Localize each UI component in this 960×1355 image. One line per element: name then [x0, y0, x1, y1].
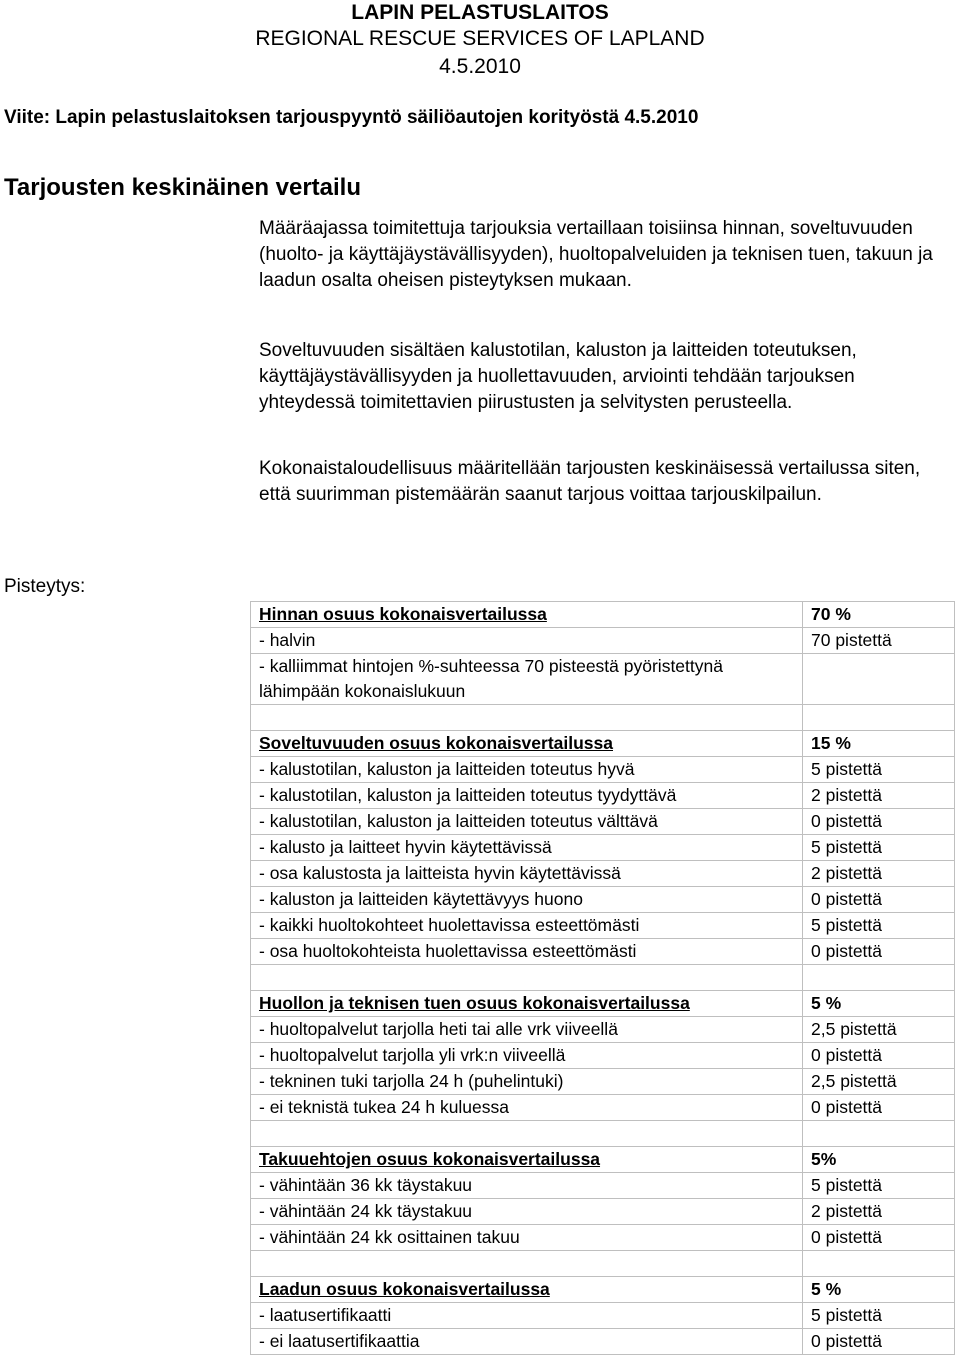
criterion-row	[251, 654, 955, 705]
spacer-cell	[803, 965, 955, 991]
section-heading: Laadun osuus kokonaisvertailussa	[251, 1277, 803, 1303]
criterion-row	[251, 1017, 955, 1043]
criterion-points: 5 pistettä	[803, 913, 955, 939]
criterion-text: - huoltopalvelut tarjolla yli vrk:n viiveellä	[251, 1043, 803, 1069]
section-heading: Hinnan osuus kokonaisvertailussa	[251, 602, 803, 628]
criterion-text: - vähintään 36 kk täystakuu	[251, 1173, 803, 1199]
criterion-points: 2 pistettä	[803, 1199, 955, 1225]
scoring-table	[250, 601, 955, 1355]
section-header-row	[251, 602, 955, 628]
document-title: Tarjousten keskinäinen vertailu	[4, 174, 362, 201]
organization-name-english: REGIONAL RESCUE SERVICES OF LAPLAND	[255, 27, 705, 50]
criterion-points: 0 pistettä	[803, 1329, 955, 1355]
criterion-text: - ei laatusertifikaattia	[251, 1329, 803, 1355]
criterion-points: 5 pistettä	[803, 835, 955, 861]
criterion-text: - kaikki huoltokohteet huolettavissa esteettömästi	[251, 913, 803, 939]
criterion-row	[251, 939, 955, 965]
criterion-row	[251, 1043, 955, 1069]
criterion-row	[251, 887, 955, 913]
criterion-row	[251, 913, 955, 939]
criterion-text: - osa huoltokohteista huolettavissa esteettömästi	[251, 939, 803, 965]
criterion-row	[251, 783, 955, 809]
criterion-row	[251, 1329, 955, 1355]
criterion-row	[251, 1199, 955, 1225]
section-heading: Soveltuvuuden osuus kokonaisvertailussa	[251, 731, 803, 757]
criterion-points: 5 pistettä	[803, 757, 955, 783]
section-heading: Takuuehtojen osuus kokonaisvertailussa	[251, 1147, 803, 1173]
criterion-row	[251, 1173, 955, 1199]
organization-name: LAPIN PELASTUSLAITOS	[351, 1, 609, 24]
criterion-row	[251, 1303, 955, 1329]
criterion-points: 0 pistettä	[803, 1225, 955, 1251]
economy-paragraph: Kokonaistaloudellisuus määritellään tarjousten keskinäisessä vertailussa siten, että suurimman pistemäärän saanut tarjous voittaa tarjouskilpailun.	[259, 458, 921, 505]
scoring-label: Pisteytys:	[4, 576, 86, 597]
criterion-row	[251, 628, 955, 654]
criterion-row	[251, 1225, 955, 1251]
criterion-row	[251, 1095, 955, 1121]
reference-line: Viite: Lapin pelastuslaitoksen tarjouspyyntö säiliöautojen korityöstä 4.5.2010	[4, 107, 699, 128]
spacer-row	[251, 1251, 955, 1277]
criterion-points: 0 pistettä	[803, 1095, 955, 1121]
spacer-cell	[803, 1121, 955, 1147]
criterion-points: 2 pistettä	[803, 861, 955, 887]
criterion-points: 2,5 pistettä	[803, 1017, 955, 1043]
criterion-text: - huoltopalvelut tarjolla heti tai alle vrk viiveellä	[251, 1017, 803, 1043]
criterion-points: 0 pistettä	[803, 1043, 955, 1069]
section-weight: 5%	[803, 1147, 955, 1173]
criterion-text: - vähintään 24 kk osittainen takuu	[251, 1225, 803, 1251]
criterion-text: - kalustotilan, kaluston ja laitteiden toteutus välttävä	[251, 809, 803, 835]
document-date: 4.5.2010	[439, 55, 521, 78]
criterion-row	[251, 757, 955, 783]
spacer-cell	[251, 965, 803, 991]
spacer-cell	[251, 705, 803, 731]
section-heading: Huollon ja teknisen tuen osuus kokonaisvertailussa	[251, 991, 803, 1017]
section-header-row	[251, 1147, 955, 1173]
spacer-row	[251, 965, 955, 991]
criterion-text: - kaluston ja laitteiden käytettävyys huono	[251, 887, 803, 913]
criterion-text: - kalustotilan, kaluston ja laitteiden toteutus tyydyttävä	[251, 783, 803, 809]
criterion-row	[251, 835, 955, 861]
criterion-row	[251, 809, 955, 835]
criterion-row	[251, 1069, 955, 1095]
spacer-row	[251, 1121, 955, 1147]
spacer-cell	[803, 705, 955, 731]
spacer-cell	[803, 1251, 955, 1277]
criterion-points: 0 pistettä	[803, 887, 955, 913]
section-header-row	[251, 731, 955, 757]
criterion-points: 5 pistettä	[803, 1173, 955, 1199]
criterion-text: - kalusto ja laitteet hyvin käytettävissä	[251, 835, 803, 861]
section-header-row	[251, 1277, 955, 1303]
criterion-text: - ei teknistä tukea 24 h kuluessa	[251, 1095, 803, 1121]
criterion-text: - laatusertifikaatti	[251, 1303, 803, 1329]
intro-paragraph: Määräajassa toimitettuja tarjouksia vertaillaan toisiinsa hinnan, soveltuvuuden (huolto- ja käyttäjäystävällisyyden), huoltopalveluiden ja teknisen tuen, takuun ja laadun osalta oheisen pisteytyksen mukaan.	[259, 218, 933, 291]
criterion-points	[803, 654, 955, 705]
criterion-text: - vähintään 24 kk täystakuu	[251, 1199, 803, 1225]
criterion-points: 0 pistettä	[803, 939, 955, 965]
criterion-points: 2,5 pistettä	[803, 1069, 955, 1095]
section-header-row	[251, 991, 955, 1017]
suitability-paragraph: Soveltuvuuden sisältäen kalustotilan, kaluston ja laitteiden toteutuksen, käyttäjäystävällisyyden ja huollettavuuden, arviointi tehdään tarjouksen yhteydessä toimitettavien piirustusten ja selvitysten perusteella.	[259, 340, 857, 413]
criterion-points: 0 pistettä	[803, 809, 955, 835]
section-weight: 15 %	[803, 731, 955, 757]
criterion-text: - tekninen tuki tarjolla 24 h (puhelintuki)	[251, 1069, 803, 1095]
criterion-text: - halvin	[251, 628, 803, 654]
spacer-cell	[251, 1251, 803, 1277]
section-weight: 70 %	[803, 602, 955, 628]
criterion-points: 70 pistettä	[803, 628, 955, 654]
criterion-text: - kalliimmat hintojen %-suhteessa 70 pisteestä pyöristettynä lähimpään kokonaislukuun	[251, 654, 803, 705]
criterion-row	[251, 861, 955, 887]
spacer-row	[251, 705, 955, 731]
criterion-text: - osa kalustosta ja laitteista hyvin käytettävissä	[251, 861, 803, 887]
criterion-points: 2 pistettä	[803, 783, 955, 809]
criterion-text: - kalustotilan, kaluston ja laitteiden toteutus hyvä	[251, 757, 803, 783]
criterion-points: 5 pistettä	[803, 1303, 955, 1329]
section-weight: 5 %	[803, 1277, 955, 1303]
spacer-cell	[251, 1121, 803, 1147]
section-weight: 5 %	[803, 991, 955, 1017]
